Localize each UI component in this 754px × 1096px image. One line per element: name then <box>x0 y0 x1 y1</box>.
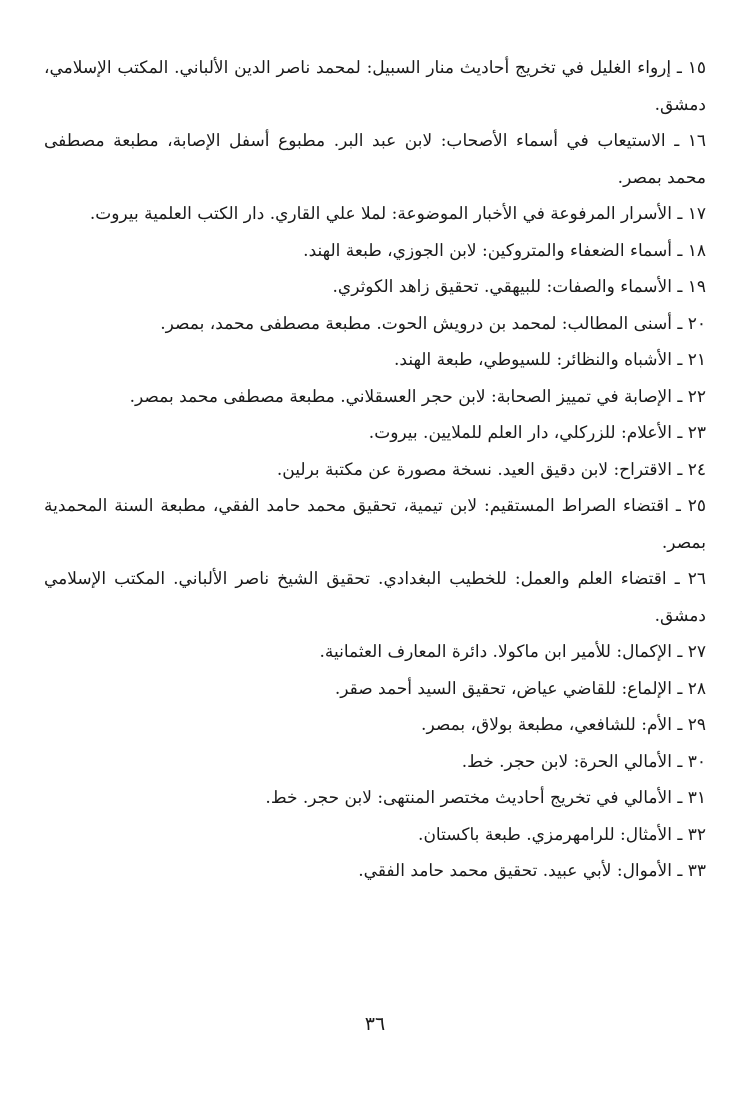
bibliography-entry: ٢٠ ـ أسنى المطالب: لمحمد بن درويش الحوت. مطبعة مصطفى محمد، بمصر. <box>160 313 706 334</box>
bibliography-entry: ٢٨ ـ الإلماع: للقاضي عياض، تحقيق السيد أحمد صقر. <box>334 678 706 699</box>
bibliography-entry: ٢٢ ـ الإصابة في تمييز الصحابة: لابن حجر العسقلاني. مطبعة مصطفى محمد بمصر. <box>129 386 706 407</box>
bibliography-entry: ٢٩ ـ الأم: للشافعي، مطبعة بولاق، بمصر. <box>421 715 706 735</box>
bibliography-entry: ٢١ ـ الأشباه والنظائر: للسيوطي، طبعة الهند. <box>394 350 706 370</box>
bibliography-entry: ٣١ ـ الأمالي في تخريج أحاديث مختصر المنتهى: لابن حجر. خط. <box>265 788 706 808</box>
bibliography-entry: ١٨ ـ أسماء الضعفاء والمتروكين: لابن الجوزي، طبعة الهند. <box>303 240 706 261</box>
bibliography-entry: ٣٠ ـ الأمالي الحرة: لابن حجر. خط. <box>461 751 706 772</box>
bibliography-entry: ٢٣ ـ الأعلام: للزركلي، دار العلم للملايين. بيروت. <box>368 423 706 443</box>
bibliography-list <box>44 50 706 890</box>
document-page <box>44 50 706 1090</box>
bibliography-entry: ٣٣ ـ الأموال: لأبي عبيد. تحقيق محمد حامد الفقي. <box>358 861 706 881</box>
bibliography-entry: ٣٢ ـ الأمثال: للرامهرمزي. طبعة باكستان. <box>418 824 706 845</box>
bibliography-entry: ٢٧ ـ الإكمال: للأمير ابن ماكولا. دائرة المعارف العثمانية. <box>319 642 706 662</box>
bibliography-entry: ١٥ ـ إرواء الغليل في تخريج أحاديث منار السبيل: لمحمد ناصر الدين الألباني. المكتب الإسلامي، دمشق. <box>44 58 706 115</box>
bibliography-entry: ٢٤ ـ الاقتراح: لابن دقيق العيد. نسخة مصورة عن مكتبة برلين. <box>276 459 706 480</box>
bibliography-entry: ١٧ ـ الأسرار المرفوعة في الأخبار الموضوعة: لملا علي القاري. دار الكتب العلمية بيروت. <box>89 204 706 224</box>
bibliography-entry: ١٦ ـ الاستيعاب في أسماء الأصحاب: لابن عبد البر. مطبوع أسفل الإصابة، مطبعة مصطفى محمد بمصر. <box>44 131 706 188</box>
bibliography-entry: ٢٥ ـ اقتضاء الصراط المستقيم: لابن تيمية، تحقيق محمد حامد الفقي، مطبعة السنة المحمدية بمصر. <box>44 496 706 553</box>
bibliography-entry: ١٩ ـ الأسماء والصفات: للبيهقي. تحقيق زاهد الكوثري. <box>332 277 706 297</box>
bibliography-entry: ٢٦ ـ اقتضاء العلم والعمل: للخطيب البغدادي. تحقيق الشيخ ناصر الألباني. المكتب الإسلامي دمشق. <box>44 569 706 626</box>
page-number: ٣٦ <box>364 1013 386 1035</box>
